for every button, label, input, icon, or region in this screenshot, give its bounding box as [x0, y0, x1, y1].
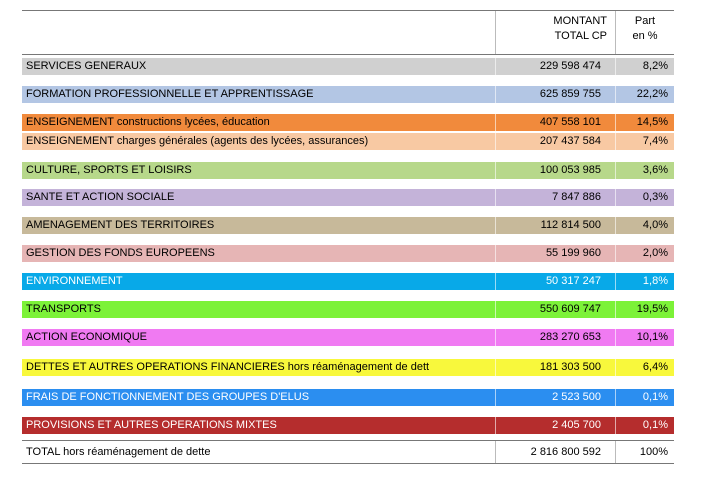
- row-label: DETTES ET AUTRES OPERATIONS FINANCIERES hors réaménagement de dett: [26, 361, 430, 373]
- table-row: [22, 301, 674, 318]
- total-amount: 2 816 800 592: [495, 441, 615, 463]
- row-pct: 4,0%: [642, 219, 668, 231]
- table-row: [22, 133, 674, 150]
- row-pct: 19,5%: [636, 303, 668, 315]
- row-amount: 207 437 584: [539, 135, 601, 147]
- row-label: PROVISIONS ET AUTRES OPERATIONS MIXTES: [26, 419, 277, 431]
- part-header: [615, 11, 674, 54]
- row-label: ENSEIGNEMENT charges générales (agents des lycées, assurances): [26, 135, 369, 147]
- row-amount: 283 270 653: [539, 331, 601, 343]
- table-row: [22, 162, 674, 179]
- table-row: [22, 329, 674, 346]
- row-label: FRAIS DE FONCTIONNEMENT DES GROUPES D'ELUS: [26, 391, 310, 403]
- table-row: [22, 86, 674, 103]
- budget-table: [22, 10, 674, 458]
- row-label: CULTURE, SPORTS ET LOISIRS: [26, 164, 192, 176]
- row-amount: 625 859 755: [539, 88, 601, 100]
- row-label: GESTION DES FONDS EUROPEENS: [26, 247, 215, 259]
- montant-header-line2: TOTAL CP: [554, 30, 607, 42]
- row-amount: 7 847 886: [552, 191, 601, 203]
- total-label: TOTAL hors réaménagement de dette: [26, 446, 211, 458]
- row-label: ACTION ECONOMIQUE: [26, 331, 148, 343]
- row-pct: 2,0%: [642, 247, 668, 259]
- table-row: [22, 273, 674, 290]
- row-label: ENVIRONNEMENT: [26, 275, 123, 287]
- row-amount: 229 598 474: [539, 60, 601, 72]
- row-pct: 0,1%: [642, 419, 668, 431]
- row-pct: 3,6%: [642, 164, 668, 176]
- table-row: [22, 359, 674, 376]
- row-label: TRANSPORTS: [26, 303, 101, 315]
- table-row: [22, 217, 674, 234]
- row-pct: 10,1%: [636, 331, 668, 343]
- row-amount: 181 303 500: [539, 361, 601, 373]
- row-pct: 0,1%: [642, 391, 668, 403]
- table-row: [22, 417, 674, 434]
- total-row: [22, 440, 674, 464]
- row-pct: 8,2%: [642, 60, 668, 72]
- table-row: [22, 58, 674, 75]
- row-amount: 100 053 985: [539, 164, 601, 176]
- row-label: FORMATION PROFESSIONNELLE ET APPRENTISSAGE: [26, 88, 314, 100]
- montant-header-line1: MONTANT: [553, 15, 607, 27]
- row-pct: 1,8%: [642, 275, 668, 287]
- row-label: SANTE ET ACTION SOCIALE: [26, 191, 175, 203]
- part-header-line1: Part: [634, 15, 656, 27]
- row-amount: 112 814 500: [540, 219, 601, 231]
- montant-header: [495, 11, 615, 54]
- table-header: [22, 10, 674, 55]
- row-amount: 2 523 500: [552, 391, 601, 403]
- row-label: AMENAGEMENT DES TERRITOIRES: [26, 219, 215, 231]
- row-label: SERVICES GENERAUX: [26, 60, 147, 72]
- row-amount: 55 199 960: [545, 247, 601, 259]
- row-amount: 550 609 747: [539, 303, 601, 315]
- row-pct: 6,4%: [642, 361, 668, 373]
- row-amount: 2 405 700: [552, 419, 601, 431]
- table-row: [22, 189, 674, 206]
- total-pct: 100%: [615, 441, 674, 463]
- row-pct: 7,4%: [642, 135, 668, 147]
- row-pct: 0,3%: [642, 191, 668, 203]
- table-row: [22, 245, 674, 262]
- table-row: [22, 114, 674, 131]
- part-header-line2: en %: [632, 30, 658, 42]
- row-amount: 50 317 247: [545, 275, 601, 287]
- row-amount: 407 558 101: [539, 116, 601, 128]
- table-row: [22, 389, 674, 406]
- row-pct: 22,2%: [636, 88, 668, 100]
- row-label: ENSEIGNEMENT constructions lycées, éducation: [26, 116, 270, 128]
- row-pct: 14,5%: [636, 116, 668, 128]
